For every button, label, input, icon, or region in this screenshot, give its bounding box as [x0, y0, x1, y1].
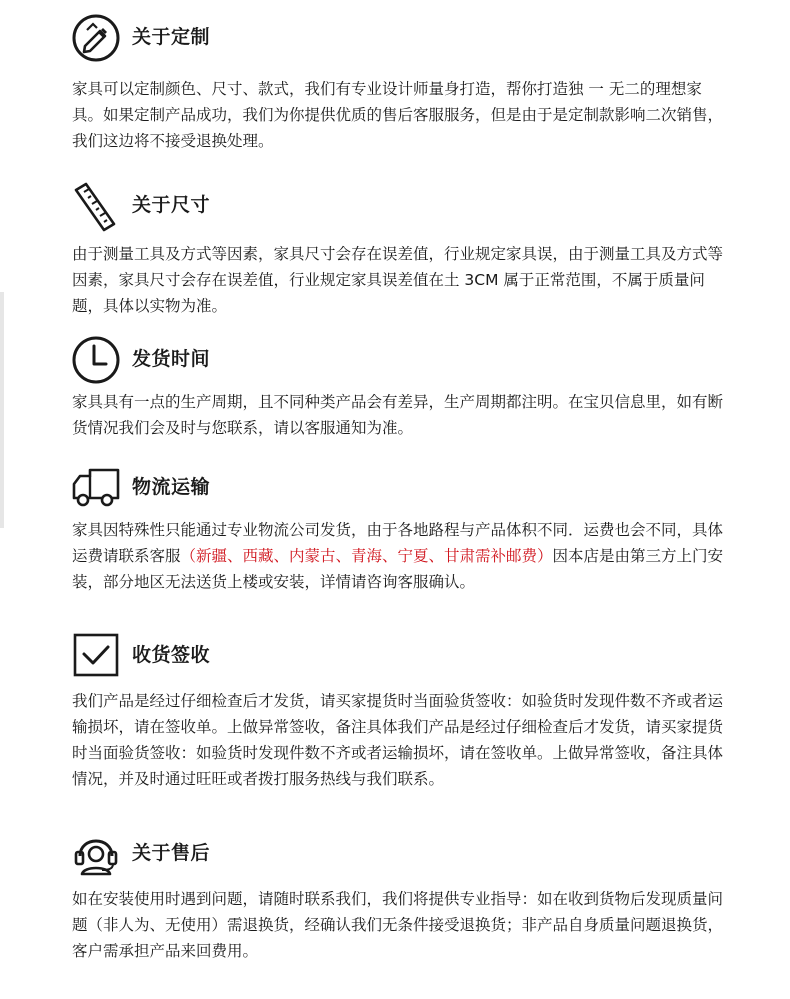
- clock-icon: [70, 334, 122, 386]
- pencil-ruler-icon: [70, 12, 122, 64]
- section-header: [70, 12, 770, 62]
- section-body: 家具可以定制颜色、尺寸、款式，我们有专业设计师量身打造，帮你打造独 一 无二的理想家具。如果定制产品成功，我们为你提供优质的售后客服服务，但是由于是定制款影响二次销售，我们这边将不接受退换处理。: [72, 80, 724, 150]
- section-header: [70, 462, 770, 512]
- headset-icon: [70, 828, 122, 880]
- section-header: [70, 630, 770, 680]
- section-title: 物流运输: [132, 476, 211, 498]
- body-text: 因本店是由第三方上门安装，部分地区无法送货上楼或安装，详情请咨询客服确认。: [72, 547, 724, 591]
- section-header: [70, 334, 770, 384]
- truck-icon: [70, 462, 122, 514]
- section-body: 我们产品是经过仔细检查后才发货，请买家提货时当面验货签收：如验货时发现件数不齐或者运输损坏，请在签收单。上做异常签收，备注具体我们产品是经过仔细检查后才发货，请买家提货时当面验货签收：如验货时发现件数不齐或者运输损坏，请在签收单。上做异常签收，备注具体情况，并及时通过旺旺或者拨打服务热线与我们联系。: [72, 692, 724, 788]
- section-title: 发货时间: [132, 348, 211, 370]
- section-title: 收货签收: [132, 644, 211, 666]
- section-header: [70, 828, 770, 878]
- section-title: 关于尺寸: [132, 194, 211, 216]
- ruler-icon: [70, 180, 122, 232]
- section-header: [70, 180, 770, 230]
- section-title: 关于售后: [132, 842, 211, 864]
- left-edge-rule: [0, 292, 4, 528]
- section-body: 如在安装使用时遇到问题，请随时联系我们，我们将提供专业指导：如在收到货物后发现质量问题（非人为、无使用）需退换货，经确认我们无条件接受退换货；非产品自身质量问题退换货，客户需承担产品来回费用。: [72, 890, 724, 960]
- section-body: 家具具有一点的生产周期，且不同种类产品会有差异，生产周期都注明。在宝贝信息里，如有断货情况我们会及时与您联系，请以客服通知为准。: [72, 393, 724, 437]
- body-text: 家具因特殊性只能通过专业物流公司发货，由于各地路程与产品体积不同．运费也会不同，具体运费请联系客服: [72, 521, 724, 565]
- section-body: 由于测量工具及方式等因素，家具尺寸会存在误差值，行业规定家具误，由于测量工具及方式等因素，家具尺寸会存在误差值，行业规定家具误差值在土 3CM 属于正常范围，不属于质量问题，具体以实物为准。: [72, 245, 724, 315]
- checkbox-icon: [70, 630, 122, 682]
- section-body: [72, 517, 732, 595]
- remote-regions-note: （新疆、西藏、内蒙古、青海、宁夏、甘肃需补邮费）: [180, 547, 553, 565]
- section-title: 关于定制: [132, 26, 211, 48]
